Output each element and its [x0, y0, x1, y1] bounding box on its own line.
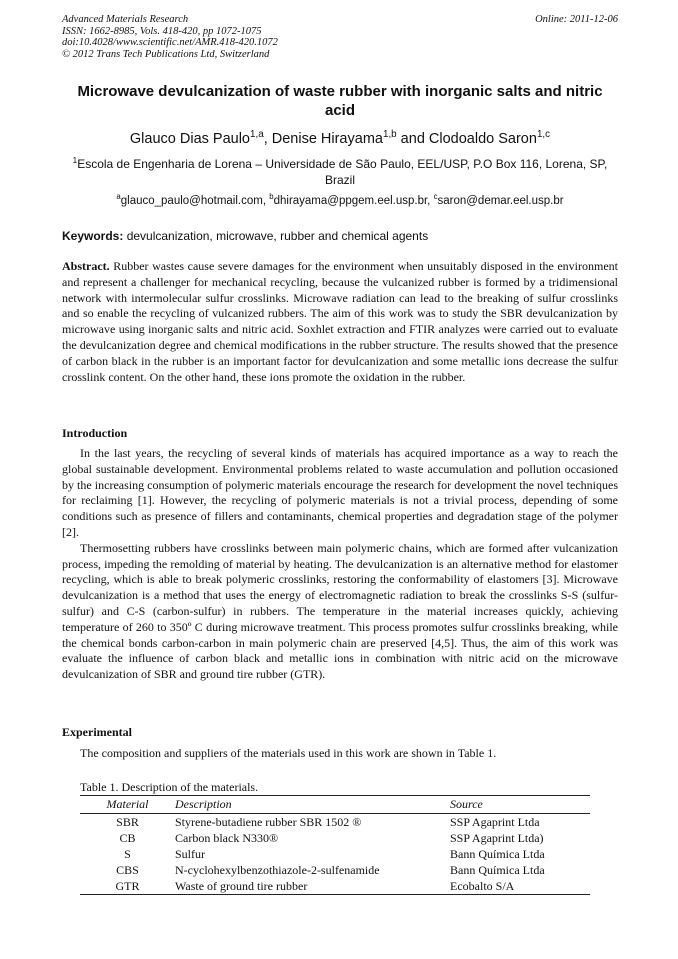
author-list — [62, 130, 618, 148]
journal-name: Advanced Materials Research — [62, 14, 189, 25]
table-cell: Styrene-butadiene rubber SBR 1502 ® — [175, 814, 362, 829]
experimental-body — [62, 746, 618, 762]
email-mark: a — [116, 192, 121, 202]
section-heading-introduction: Introduction — [62, 426, 128, 440]
table-cell: GTR — [80, 878, 175, 895]
paper-title: Microwave devulcanization of waste rubber with inorganic salts and nitric acid — [77, 83, 603, 119]
doi-line: doi:10.4028/www.scientific.net/AMR.418-420.1072 — [62, 37, 278, 49]
table-row — [80, 878, 590, 895]
table-cell: CB — [119, 830, 136, 845]
email-address[interactable]: glauco_paulo@hotmail.com, — [120, 195, 270, 207]
table-cell: Waste of ground tire rubber — [175, 878, 450, 895]
author-affiliation-mark: 1,b — [382, 129, 397, 141]
column-header: Material — [80, 796, 175, 814]
issn-line: ISSN: 1662-8985, Vols. 418-420, pp 1072-1075 — [62, 25, 262, 37]
author-name: Denise Hirayama — [271, 131, 383, 147]
table-cell: SSP Agaprint Ltda) — [450, 830, 544, 845]
publication-header — [62, 14, 618, 60]
table-caption: Table 1. Description of the materials. — [80, 780, 259, 794]
introduction-body — [62, 446, 618, 683]
affiliation-mark: 1 — [72, 156, 78, 165]
author-separator: and — [396, 131, 429, 147]
paragraph: Thermosetting rubbers have crosslinks between main polymeric chains, which are formed after vulcanization process, impeding the remolding of material by heating. The devulcanization is an alternative method for elastomer recycling, which is able to break polymeric crosslinks, restoring the conformability of elastomers [3]. Microwave devulcanization is a method that uses the energy of electromagnetic radiation to break the crosslinks S-S (sulfur-sulfur) and C-S (carbon-sulfur) in rubbers. The temperature in the material increases quickly, achieving temperature of 260 to 350º C during microwave treatment. This process promotes sulfur crosslinks breaking, while the chemical bonds carbon-carbon in main polymeric chain are preserved [4,5]. Thus, the aim of this work was evaluate the influence of carbon black and metallic ions in combination with nitric acid on the microwave devulcanization of SBR and ground tire rubber (GTR). — [62, 540, 618, 682]
table-cell: SSP Agaprint Ltda — [450, 814, 540, 829]
table-row — [80, 846, 590, 862]
table-cell: Sulfur — [175, 846, 205, 861]
table-cell: N-cyclohexylbenzothiazole-2-sulfenamide — [175, 862, 380, 877]
copyright-line: © 2012 Trans Tech Publications Ltd, Switzerland — [62, 48, 270, 60]
table-row — [80, 830, 590, 846]
abstract — [62, 259, 618, 385]
table-cell: S — [124, 846, 131, 861]
abstract-label: Abstract. — [62, 259, 110, 273]
paragraph: In the last years, the recycling of several kinds of materials has acquired importance as a way to reach the global sustainable development. Environmental problems related to waste accumulation and pollution occasioned by the increasing consumption of polymeric materials encourage the research for development the novel techniques for reclaiming [1]. However, the recycling of polymeric materials is not a trivial process, depending of some conditions such as presence of fillers and contaminants, chemical properties and degradation stage of the polymer [2]. — [62, 446, 618, 539]
keywords-text: devulcanization, microwave, rubber and chemical agents — [123, 229, 429, 243]
section-heading-experimental: Experimental — [62, 725, 132, 739]
email-list — [62, 194, 618, 209]
author-affiliation-mark: 1,c — [536, 129, 551, 141]
table-header-row — [80, 796, 590, 814]
email-address[interactable]: dhirayama@ppgem.eel.usp.br, — [273, 195, 434, 207]
affiliation-text: Escola de Engenharia de Lorena – Universidade de São Paulo, EEL/USP, P.O Box 116, Lorena, SP, Brazil — [77, 157, 608, 187]
author-name: Glauco Dias Paulo — [129, 131, 250, 147]
table-cell: Carbon black N330® — [175, 830, 279, 845]
keywords-label: Keywords: — [62, 229, 124, 243]
email-address[interactable]: saron@demar.eel.usp.br — [437, 195, 564, 207]
table-cell: Bann Química Ltda — [450, 862, 545, 877]
materials-table — [80, 795, 590, 895]
online-date: Online: 2011-12-06 — [535, 14, 618, 25]
column-header: Description — [175, 796, 450, 814]
author-affiliation-mark: 1,a — [250, 129, 264, 141]
abstract-text: Rubber wastes cause severe damages for the environment when unsuitably disposed in the environment and represent a challenger for mechanical recycling, because the vulcanized rubber is formed by a tridimensional network with intermolecular sulfur crosslinks. Microwave radiation can lead to the breaking of sulfur crosslinks and so enable the recycling of vulcanized rubbers. The aim of this work was to study the SBR devulcanization by microwave using inorganic salts and nitric acid. Soxhlet extraction and FTIR analyzes were carried out to evaluate the devulcanization degree and chemical modifications in the rubber structure. The results showed that the presence of carbon black in the rubber is an important factor for devulcanization and some metallic ions decrease the sulfur crosslink content. On the other hand, these ions promote the oxidation in the rubber. — [62, 259, 618, 384]
author-separator: , — [263, 131, 272, 147]
affiliation — [62, 156, 618, 188]
table-cell: CBS — [116, 862, 139, 877]
table-row — [80, 814, 590, 831]
email-mark: b — [269, 192, 274, 202]
table-row — [80, 862, 590, 878]
table-cell: SBR — [116, 814, 139, 829]
table-cell: Ecobalto S/A — [450, 878, 590, 895]
keywords — [62, 229, 618, 244]
table-cell: Bann Química Ltda — [450, 846, 545, 861]
author-name: Clodoaldo Saron — [428, 131, 537, 147]
column-header: Source — [450, 796, 590, 814]
email-mark: c — [433, 192, 438, 202]
paragraph: The composition and suppliers of the materials used in this work are shown in Table 1. — [80, 746, 497, 760]
